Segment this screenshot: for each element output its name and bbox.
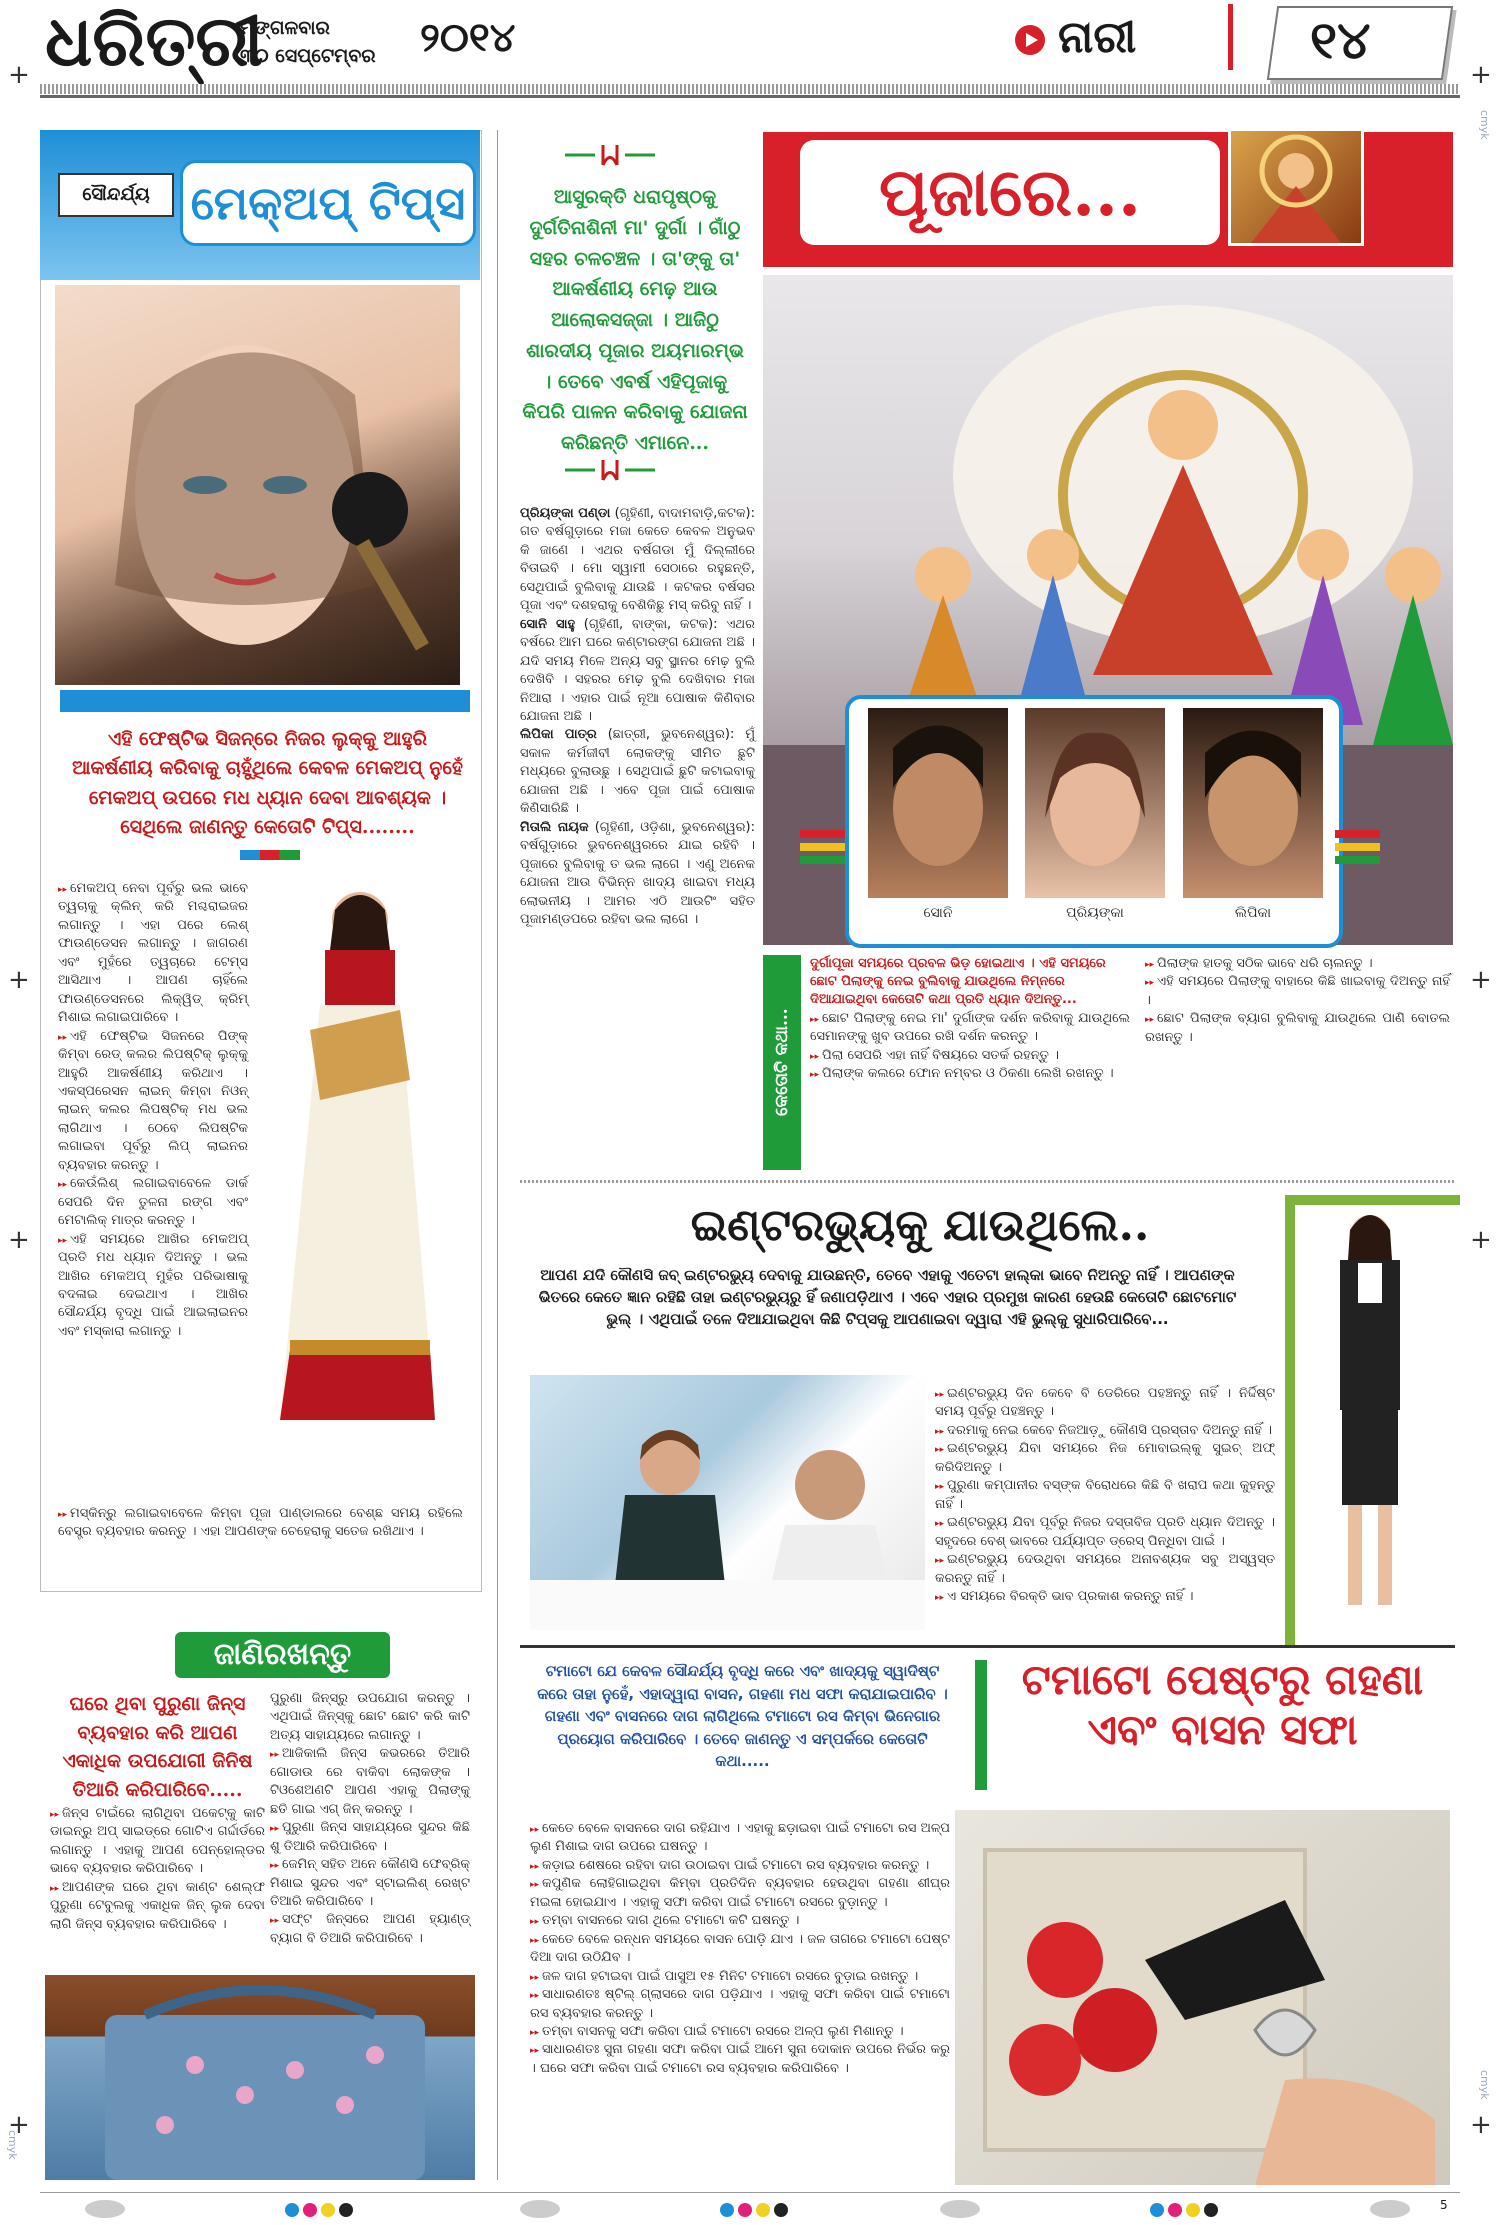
note-item: ▸▸ ଛୋଟ ପିଲାଙ୍କ ବ୍ୟାଗ ବୁଲିବାକୁ ଯାଉଥିଲେ ପାଣି ବୋତଲ ରଖନ୍ତୁ ।	[1145, 1010, 1450, 1047]
puja-quote-name: ଲିପିକା ପାତ୍ର	[520, 727, 597, 743]
makeup-tip: ▸▸ ଏହି ସମୟରେ ଆଖିର ମେକଅପ୍ ପ୍ରତି ମଧ ଧ୍ୟାନ ଦିଅନ୍ତୁ । ଭଲ ଆଖିର ମେକଅପ୍ ମୁହଁର ପରିଭାଷାକୁ ବଦଳାଇ ଦେଇଥାଏ । ଆଖିର ସୌନ୍ଦର୍ଯ୍ୟ ବୃଦ୍ଧି ପାଇଁ ଆଇଲାଇନର ଏବଂ ମସ୍କାରା ଲଗାନ୍ତୁ ।	[58, 1231, 248, 1342]
interview-tip: ▸▸ ପୁରୁଣା କମ୍ପାନୀର ବସ୍ଙ୍କ ବିରୋଧରେ କିଛି ବି ଖରାପ କଥା କୁହନ୍ତୁ ନାହିଁ ।	[935, 1477, 1275, 1514]
interview-tip: ▸▸ ଏ ସମୟରେ ବିରକ୍ତି ଭାବ ପ୍ରକାଶ କରନ୍ତୁ ନାହିଁ ।	[935, 1588, 1275, 1606]
durga-thumbnail	[1228, 128, 1364, 246]
notes-left-list	[810, 1010, 1130, 1084]
page-number: ୧୪	[1310, 10, 1371, 71]
jeans-bag-photo	[45, 1975, 475, 2180]
note-item: ▸▸ ଛୋଟ ପିଲାଙ୍କୁ ନେଇ ମା' ଦୁର୍ଗାଙ୍କ ଦର୍ଶନ କରିବାକୁ ଯାଉଥିଲେ ସେମାନଙ୍କୁ ଖୁବ ଉପରେ ରଖି ଦର୍ଶନ କରନ୍ତୁ ।	[810, 1010, 1130, 1047]
jaani-headline: ଘରେ ଥିବା ପୁରୁଣା ଜିନ୍‌ସ ବ୍ୟବହାର କରି ଆପଣ ଏକାଧିକ ଉପଯୋଗୀ ଜିନିଷ ତିଆରି କରିପାରିବେ.....	[62, 1693, 253, 1801]
cmyk-mark: cmyk	[1478, 2070, 1491, 2100]
footer-reg-oval	[1370, 2200, 1410, 2218]
interview-photo	[530, 1375, 925, 1630]
makeup-tip: ▸▸ ମେକଅପ୍ ନେବା ପୂର୍ବରୁ ଭଲ ଭାବେ ତ୍ୱଚାକୁ କ୍ଲିନ୍ କରି ମଶ୍ଚରାଇଜର ଲଗାନ୍ତୁ । ଏହା ପରେ ଲେଶ୍ ଫାଉଣ୍ଡେସନ ଲଗାନ୍ତୁ । ଜାଗରଣ ଏବଂ ମୁହଁରେ ତ୍ୱଚାରେ ଟେମ୍ସ ଆସିଥାଏ । ଆପଣ ଚାହିଁଲେ ଫାଉଣ୍ଡେସନରେ ଲିକ୍ୱିଡ୍ କ୍ରିମ୍ ମିଶାଇ ଲଗାଇପାରିବେ ।	[58, 880, 248, 1028]
interview-tip: ▸▸ ଇଣ୍ଟରଭ୍ୟୁ ଦେଉଥିବା ସମୟରେ ଅନାବଶ୍ୟକ ସବୁ ଅସ୍ୱସ୍ତ କରନ୍ତୁ ନାହିଁ ।	[935, 1551, 1275, 1588]
makeup-intro: ଏହି ଫେଷ୍ଟିଭ ସିଜନ୍‌ରେ ନିଜର ଲୁକ୍‌କୁ ଆହୁରି ଆକର୍ଷଣୀୟ କରିବାକୁ ଚାହୁଁଥିଲେ କେବଳ ମେକଅପ୍ ନୁହେଁ ମେକଅପ୍ ଉପରେ ମଧ ଧ୍ୟାନ ଦେବା ଆବଶ୍ୟକ । ସେଥିଲେ ଜାଣନ୍ତୁ କେତୋଟି ଟିପ୍ସ........	[72, 728, 463, 839]
puja-quote: ପ୍ରିୟଙ୍କା ପଣ୍ଡା (ଗୃହିଣୀ, ବାଦାମବାଡ଼ି,କଟକ): ଗତ ବର୍ଷଗୁଡ଼ାରେ ମଜା କେତେ କେବଳ ଅନୁଭବ କି ଜାଣେ । ଏଥର ବର୍ଷଗଡା ମୁଁ ଦିଲ୍ଲୀରେ ବିତାଇବି । ମୋ ସ୍ୱାମୀ ସେଠାରେ ରହୁଛନ୍ତି, ସେଥିପାଇଁ ବୁଲିବାକୁ ଯାଉଛି । କଟକର ବର୍ଷସର ପୂଜା ଏବଂ ଦଶହରାକୁ ବେଶିକିଛୁ ମସ୍‌ କରିବୁ ନାହିଁ ।	[520, 506, 755, 614]
interview-title: ଇଣ୍ଟରଭ୍ୟୁକୁ ଯାଉଥିଲେ..	[690, 1200, 1150, 1251]
notes-right-list	[1145, 955, 1450, 1047]
footer-reg-oval	[520, 2200, 560, 2218]
registration-mark: +	[1470, 965, 1492, 995]
tomato-tip: ▸▸ କେତେ ବେଳେ ବାସନରେ ଦାଗ ରହିଯାଏ । ଏହାକୁ ଛଡ଼ାଇବା ପାଇଁ ଟମାଟୋ ରସ ଅଳ୍ପ ଲୁଣ ମିଶାଇ ଦାଗ ଉପରେ ଘଷନ୍ତୁ ।	[530, 1820, 950, 1857]
jaani-tip: ▸▸ ଜିନ୍‌ସ ଟାଇଁରେ ଲାଗିଥିବା ପକେଟ୍‌କୁ କାଟି ଡାଇନ୍‌ରୁ ଅପ୍ ସାଇଡ୍‌ରେ ଗୋଟିଏ ଗର୍ଦ୍ଦାର୍ଡରେ ଲଗାନ୍ତୁ । ଏହାକୁ ଆପଣ ପେନ୍‌ହୋଲ୍ଡର ଭାବେ ବ୍ୟବହାର କରିପାରିବେ ।	[50, 1805, 265, 1879]
tomato-jewelry-photo	[955, 1810, 1450, 2185]
tomato-tip: ▸▸ ସାଧାରଣତଃ ସୁନା ଗହଣା ସଫା କରିବା ପାଇଁ ଆମେ ସୁନା ଦୋକାନ ଉପରେ ନିର୍ଭର କରୁ । ଘରେ ସଫା କରିବା ପାଇଁ ଟମାଟୋ ରସ ବ୍ୟବହାର କରିପାରିବେ ।	[530, 2041, 950, 2078]
puja-quote: ସୋନି ସାହୁ (ଗୃହିଣୀ, ବାଙ୍କା, କଟକ): ଏଥର ବର୍ଷରେ ଆମ ଘରେ କଣ୍ଟାରଙ୍ଗ ଯୋଜନା ଅଛି । ଯଦି ସମୟ ମିଳେ ଅନ୍ୟ ସବୁ ସ୍ଥାନର ମେଢ଼ ବୁଲି ଦେଖିବି । ସହରର ମେଢ଼ ବୁଲି ଦେଖିବାର ମଜା ନିଆରା । ଏହାର ପାଇଁ ନୂଆ ପୋଷାକ କିଣିବାର ଯୋଜନା ଅଛି ।	[520, 616, 755, 724]
header-date: ୩୦ ସେପ୍ଟେମ୍ବର	[240, 45, 376, 67]
tomato-tip: ▸▸ ତମ୍ବା ବାସନରେ ଦାଗ ଥିଲେ ଟମାଟୋ କଟି ଘଷନ୍ତୁ ।	[530, 1912, 950, 1930]
interview-tip: ▸▸ ଇଣ୍ଟରଭ୍ୟୁ ଦିନ କେବେ ବି ଡେରିରେ ପହଞ୍ଚନ୍ତୁ ନାହିଁ । ନିର୍ଦ୍ଦିଷ୍ଟ ସମୟ ପୂର୍ବରୁ ପହଞ୍ଚନ୍ତୁ ।	[935, 1385, 1275, 1422]
interview-tips-list	[935, 1385, 1275, 1606]
jaani-right-list	[270, 1690, 470, 1948]
footer-color-dots	[720, 2202, 792, 2221]
tomato-tip: ▸▸ ସାଧାରଣତଃ ଷ୍ଟିଲ୍ ଗ୍ଲାସରେ ଦାଗ ପଡ଼ିଯାଏ । ଏହାକୁ ସଫା କରିବା ପାଇଁ ଟମାଟୋ ରସ ବ୍ୟବହାର କରନ୍ତୁ ।	[530, 1986, 950, 2023]
registration-mark: +	[1470, 60, 1492, 90]
tomato-tips-list	[530, 1820, 950, 2078]
portrait-lipika	[1183, 708, 1323, 898]
jaani-tip: ▸▸ ଆଜିକାଲି ଜିନ୍‌ସ କଭରରେ ତିଆରି ଗୋଡାଉ ରେ ବାକିବା ଲୋକଙ୍କ । ଟିଓଶେଅଣଟି ଆପଣ ଏହାକୁ ପିଲାଙ୍କୁ ଛତି ଗାଇ ଏଗ୍ ଜିନ୍ କରନ୍ତୁ ।	[270, 1745, 470, 1819]
footer-color-dots	[285, 2202, 357, 2221]
jaani-left-list	[50, 1805, 265, 1934]
puja-lead: ଆସୁରକ୍ତି ଧରାପୃଷ୍ଠକୁ ଦୁର୍ଗତିନାଶିନୀ ମା' ଦୁର୍ଗା । ଗାଁଠୁ ସହର ଚଳଚଞ୍ଚଳ । ତା'ଙ୍କୁ ତା' ଆକର୍ଷଣୀୟ ମେଢ଼ ଆଉ ଆଲୋକସଜ୍ଜା । ଆଜିଠୁ ଶାରଦୀୟ ପୂଜାର ଅୟମାରମ୍ଭ । ତେବେ ଏବର୍ଷ ଏହିପୂଜାକୁ କିପରି ପାଳନ କରିବାକୁ ଯୋଜନା କରିଛନ୍ତି ଏମାନେ...	[522, 186, 748, 455]
puja-quote-name: ସୋନି ସାହୁ	[520, 616, 576, 632]
tomato-intro: ଟମାଟୋ ଯେ କେବଳ ସୌନ୍ଦର୍ଯ୍ୟ ବୃଦ୍ଧି କରେ ଏବଂ ଖାଦ୍ୟକୁ ସ୍ୱାଦିଷ୍ଟ କରେ ତାହା ନୁହେଁ, ଏହାଦ୍ୱାରା ବାସନ, ଗହଣା ମଧ ସଫା କରାଯାଇପାରିବ । ଗହଣା ଏବଂ ବାସନରେ ଦାଗ ଲାଗିଥିଲେ ଟମାଟୋ ରସ କିମ୍ବା ଭିନେଗାର ପ୍ରୟୋଗ କରିପାରିବେ । ତେବେ ଜାଣନ୍ତୁ ଏ ସମ୍ପର୍କରେ କେତୋଟି କଥା.....	[537, 1662, 948, 1770]
registration-mark: +	[1470, 1225, 1492, 1255]
footer-color-dots	[1150, 2202, 1222, 2221]
registration-mark: +	[8, 965, 30, 995]
jaani-tip: ▸▸ ଆପଣଙ୍କ ଘରେ ଥିବା କାଣ୍ଟ ଶେଲ୍ଫ ପୁରୁଣା ଟେବୁଲକୁ ଏକାଧିକ ଜିନ୍ ଲୁକ ଦେବା ଲାଗି ଜିନ୍‌ସ ବ୍ୟବହାର କରିପାରିବେ ।	[50, 1879, 265, 1934]
header-day: ମଙ୍ଗଳବାର	[240, 17, 330, 39]
color-bars-right	[1335, 830, 1380, 864]
tomato-tip: ▸▸ କପୁଣିକ ଲୋହିଗାଇଥିବା କିମ୍ବା ପ୍ରତିଦିନ ବ୍ୟବହାର ହେଉଥିବା ଗହଣା ଶୀଘ୍ର ମଇଳା ହୋଇଯାଏ । ଏହାକୁ ସଫା କରିବା ପାଇଁ ଟମାଟୋ ରସରେ ବୁଡ଼ାନ୍ତୁ ।	[530, 1875, 950, 1912]
note-item: ▸▸ ପିଲା ସେପରି ଏହା ନାହିଁ ବିଷୟରେ ସତର୍କ ରହନ୍ତୁ ।	[810, 1047, 1130, 1065]
tomato-tip: ▸▸ ଜଳ ଦାଗ ହଟାଇବା ପାଇଁ ପାସୁଅ ୧୫ ମିନିଟ ଟମାଟୋ ରସରେ ବୁଡ଼ାଇ ରଖନ୍ତୁ ।	[530, 1968, 950, 1986]
note-item: ▸▸ ପିଲାଙ୍କ ହାତକୁ ସଠିକ ଭାବେ ଧରି ଚାଲନ୍ତୁ ।	[1145, 955, 1450, 973]
puja-quote: ଲିପିକା ପାତ୍ର (ଛାତ୍ରୀ, ଭୁବନେଶ୍ୱର): ମୁଁ ସକାଳ କର୍ମଜୀବୀ ଲୋକଙ୍କୁ ସୀମିତ ଛୁଟି ମଧ୍ୟରେ ବୁଲାଉଛୁ । ସେଥିପାଇଁ ଛୁଟି କଟାଇବାକୁ ଯୋଜନା ଅଛି । ଏବେ ପୂଜା ପାଇଁ ପୋଷାକ କିଣିସାରିଛି ।	[520, 727, 755, 817]
portrait-priyanka	[1025, 708, 1165, 898]
header-rule-line	[40, 95, 1460, 98]
color-strip	[240, 850, 300, 860]
makeup-face-photo	[55, 285, 460, 685]
footer-reg-oval	[85, 2200, 125, 2218]
play-icon	[1015, 25, 1045, 55]
tomato-tip: ▸▸ କେତେ ବେଳେ ରନ୍ଧନ ସମୟରେ ବାସନ ପୋଡ଼ି ଯାଏ । ଜଳ ତାଗରେ ଟମାଟୋ ପେଷ୍ଟ ଦିଆ ଦାଗ ଉଠିଯିବ ।	[530, 1931, 950, 1968]
cmyk-mark: cmyk	[1478, 110, 1491, 140]
section-rule	[520, 1180, 1455, 1183]
column-rule	[497, 130, 498, 2180]
portrait-label: ପ୍ରିୟଙ୍କା	[1066, 905, 1124, 921]
tomato-accent-bar	[975, 1660, 987, 1790]
jaani-tip: ପୁରୁଣା ଜିନ୍‌ସ୍‌ରୁ ଉପଯୋଗ କରନ୍ତୁ । ଏଥିପାଇଁ ଜିନ୍‌ସ୍‌କୁ ଛୋଟ ଛୋଟ କରି କାଟି ଅତ୍ୟ ସାହାଯ୍ୟରେ ଲଗାନ୍ତୁ ।	[270, 1691, 470, 1743]
portrait-label: ଲିପିକା	[1234, 905, 1272, 921]
registration-mark: +	[1470, 2110, 1492, 2140]
interview-tip: ▸▸ ଇଣ୍ଟରଭ୍ୟୁ ଯିବା ସମୟରେ ନିଜ ମୋବାଇଲ୍‌କୁ ସୁଇଚ୍ ଅଫ୍ କରିଦିଅନ୍ତୁ ।	[935, 1440, 1275, 1477]
puja-quote-name: ମିତାଲି ନାୟକ	[520, 819, 589, 835]
footer-reg-oval	[940, 2200, 980, 2218]
header-rule	[40, 84, 1460, 94]
puja-quote: ମିତାଲି ନାୟକ (ଗୃହିଣୀ, ଓଡ଼ିଶା, ଭୁବନେଶ୍ୱର): ବର୍ଷଗୁଡ଼ାରେ ଭୁବନେଶ୍ୱରରେ ଯାଇ ରହିବି । ପୂଜାରେ ବୁଲିବାକୁ ତ ଭଲ ଲାଗେ । ଏଣୁ ଅନେକ ଯୋଜନା ଆଉ ବିଭିନ୍ନ ଖାଦ୍ୟ ଖାଇବା ମଧ୍ୟ ଲୋଭନୀୟ । ଆମର ଏଠି ଆଉଟିଂ ସହିତ ପୂଜାମଣ୍ଡପରେ ରହିବା ଭଲ ଲାଗେ ।	[520, 819, 755, 927]
header-divider	[1228, 4, 1233, 70]
jaani-banner: ଜାଣିରଖନ୍ତୁ	[175, 1632, 390, 1678]
portrait-soni	[868, 708, 1008, 898]
header-year: ୨୦୧୪	[420, 14, 516, 61]
interview-tip: ▸▸ ଦରମାକୁ ନେଇ କେବେ ନିଜଆଡ଼ୁ କୌଣସି ପ୍ରସ୍ତାବ ଦିଅନ୍ତୁ ନାହିଁ ।	[935, 1422, 1275, 1440]
cmyk-mark: cmyk	[6, 2130, 19, 2160]
portrait-label: ସୋନି	[923, 905, 953, 921]
makeup-tip: ▸▸ ଏହି ଫେଷ୍ଟିଭ ସିଜନରେ ପିଙ୍କ୍ କିମ୍ବା ରେଡ୍ କଲର ଲିପଷ୍ଟିକ୍ ଲୁକ୍‌କୁ ଆହୁରି ଆକର୍ଷଣୀୟ କରିଥାଏ । ଏକସ୍ପରେସନ ଲାଇନ୍ କିମ୍ବା ନିଓନ୍ ଲାଇନ୍ କଲର ଲିପଷ୍ଟିକ୍ ମଧ ଭଲ ଲାଗିଥାଏ । ଠେବେ ଲିପଷ୍ଟିକ ଲଗାଇବା ପୂର୍ବରୁ ଲିପ୍ ଲାଇନର ବ୍ୟବହାର କରନ୍ତୁ ।	[58, 1028, 248, 1176]
makeup-tag: ସୌନ୍ଦର୍ଯ୍ୟ	[58, 173, 174, 217]
note-item: ▸▸ ଏହି ସମୟରେ ପିଲାଙ୍କୁ ବାହାରେ କିଛି ଖାଇବାକୁ ଦିଅନ୍ତୁ ନାହିଁ ।	[1145, 973, 1450, 1010]
registration-mark: +	[8, 1225, 30, 1255]
makeup-tips-list	[58, 880, 248, 1341]
footer-rule	[40, 2192, 1460, 2193]
color-bars-left	[800, 830, 845, 864]
makeup-tip: ▸▸ ମସ୍କିନ୍‌ରୁ ଲଗାଇବାବେଳେ କିମ୍ବା ପୂଜା ପାଣ୍ଡାଲରେ ବେଶ୍ଛ ସମୟ ରହିଲେ ବେସ୍ତ୍ର ବ୍ୟବହାର କରନ୍ତୁ । ଏହା ଆପଣଙ୍କ ଚେହେରାକୁ ସତେଜ ରଖିଥାଏ ।	[58, 1505, 463, 1542]
tomato-tip: ▸▸ କଡ଼ାଇ ଶେଷରେ ରହିବା ଦାଗ ଉଠାଇବା ପାଇଁ ଟମାଟୋ ରସ ବ୍ୟବହାର କରନ୍ତୁ ।	[530, 1857, 950, 1875]
interview-intro: ଆପଣ ଯଦି କୌଣସି ଜବ୍ ଇଣ୍ଟରଭ୍ୟୁ ଦେବାକୁ ଯାଉଛନ୍ତି, ତେବେ ଏହାକୁ ଏତେଟା ହାଲ୍‌କା ଭାବେ ନିଅନ୍ତୁ ନାହିଁ । ଆପଣଙ୍କ ଭିତରେ କେତେ ଜ୍ଞାନ ରହିଛି ତାହା ଇଣ୍ଟରଭ୍ୟୁରୁ ହିଁ ଜଣାପଡ଼ିଥାଏ । ଏବେ ଏହାର ପ୍ରମୁଖ କାରଣ ହେଉଛି କେତୋଟି ଛୋଟମୋଟ ଭୁଲ୍ । ଏଥିପାଇଁ ତଳେ ଦିଆଯାଇଥିବା କିଛି ଟିପ୍ସକୁ ଆପଣାଇବା ଦ୍ୱାରା ଏହି ଭୁଲ୍‌କୁ ସୁଧାରିପାରିବେ...	[538, 1266, 1237, 1328]
ornament-icon	[565, 140, 655, 170]
ornament-icon	[565, 455, 655, 485]
jaani-tip: ▸▸ ଜେମିନ୍ ସହିତ ଅନେ କୌଣସି ଫେବ୍ରିକ୍ ମିଶାଇ ସୁନ୍ଦର ଏବଂ ସ୍ଟାଇଲିଶ୍ ରେଖ୍ଟ ତିଆରି କରିପାରିବେ ।	[270, 1856, 470, 1911]
puja-quote-name: ପ୍ରିୟଙ୍କା ପଣ୍ଡା	[520, 506, 611, 521]
registration-mark: +	[8, 60, 30, 90]
notes-side-label: କେତୋଟି କଥା...	[763, 955, 801, 1170]
note-item: ▸▸ ପିଲାଙ୍କ କଲରେ ଫୋନ ନମ୍ବର ଓ ଠିକଣା ଲେଖି ରଖନ୍ତୁ ।	[810, 1065, 1130, 1083]
makeup-title: ମେକ୍‌ଅପ୍ ଟିପ୍ସ	[180, 160, 476, 246]
tomato-tip: ▸▸ ତମ୍ବା ବାସନକୁ ସଫା କରିବା ପାଇଁ ଟମାଟୋ ରସରେ ଅଳ୍ପ ଲୁଣ ମିଶାନ୍ତୁ ।	[530, 2023, 950, 2041]
interview-tip: ▸▸ ଇଣ୍ଟରଭ୍ୟୁ ଯିବା ପୂର୍ବରୁ ନିଜର ଦସ୍ତାବିଜ ପ୍ରତି ଧ୍ୟାନ ଦିଅନ୍ତୁ । ସହୃଦରେ ବେଶ୍ ଭାବରେ ପର୍ଯ୍ୟାପ୍ତ ଡ୍ରେସ୍ ପିନ୍ଧିବା ପାଇଁ ।	[935, 1514, 1275, 1551]
makeup-tip: ▸▸ କେଉଁଲିଶ୍ ଲଗାଇବାବେଳେ ଡାର୍କ ସେପରି ଦିନ ତୁଳନା ରଙ୍ଗ ଏବଂ ମେଟାଲିକ୍ ମାତ୍ର କରନ୍ତୁ ।	[58, 1175, 248, 1230]
notes-lead: ଦୁର୍ଗାପୂଜା ସମୟରେ ପ୍ରବଳ ଭିଡ଼ ହୋଇଥାଏ । ଏହି ସମୟରେ ଛୋଟ ପିଲାଙ୍କୁ ନେଇ ବୁଲିବାକୁ ଯାଉଥିଲେ ନିମ୍ନରେ ଦିଆଯାଇଥିବା କେତୋଟି କଥା ପ୍ରତି ଧ୍ୟାନ ଦିଅନ୍ତୁ...	[810, 956, 1106, 1008]
footer-page-number: 5	[1440, 2198, 1448, 2212]
saree-model-photo	[250, 880, 465, 1440]
puja-title: ପୂଜାରେ...	[800, 140, 1220, 245]
jaani-tip: ▸▸ ପୁରୁଣା ଜିନ୍‌ସ ସାହାଯ୍ୟରେ ସୁନ୍ଦର କିଛି ଶୁ ତିଆରି କରିପାରିବେ ।	[270, 1819, 470, 1856]
jaani-tip: ▸▸ ସଫ୍ଟ ଜିନ୍‌ସରେ ଆପଣ ହ୍ୟାଣ୍ଡ୍ ବ୍ୟାଗ ବି ତିଆରି କରିପାରିବେ ।	[270, 1911, 470, 1948]
tomato-title: ଟମାଟୋ ପେଷ୍ଟରୁ ଗହଣା ଏବଂ ବାସନ ସଫା	[1021, 1655, 1424, 1755]
registration-mark: +	[8, 2110, 30, 2140]
masthead: ଧରିତ୍ରୀ	[45, 0, 264, 82]
puja-quotes	[520, 505, 755, 929]
businesswoman-photo	[1300, 1205, 1440, 1625]
section-name: ନାରୀ	[1058, 12, 1137, 63]
makeup-band	[60, 690, 470, 712]
section-rule	[520, 1645, 1455, 1648]
